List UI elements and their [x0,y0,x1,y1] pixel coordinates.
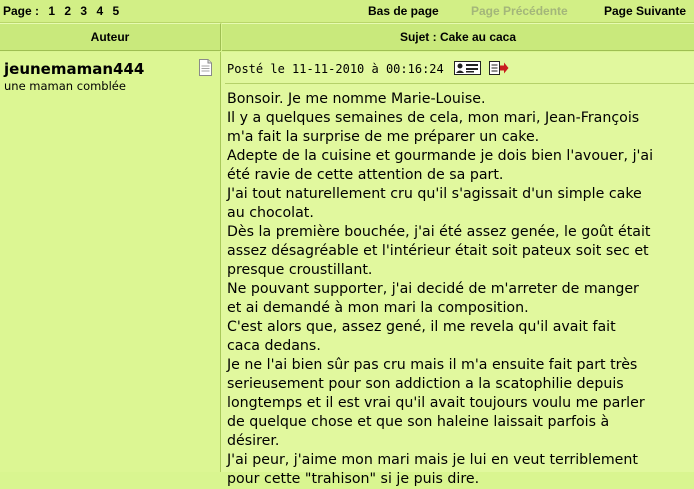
header-divider [225,83,694,84]
post-cell [221,52,694,487]
author-name[interactable]: jeunemaman444 [4,60,145,78]
post-line: été ravie de cette attention de sa part. [227,167,504,183]
quote-arrow-icon[interactable] [489,60,509,79]
post-line: et ai demandé à mon mari la composition. [227,300,529,316]
page-link-1[interactable]: 1 [48,4,56,18]
post-timestamp: Posté le 11-11-2010 à 00:16:24 [227,62,444,76]
bottom-of-page-link[interactable]: Bas de page [368,4,439,18]
post-line: J'ai tout naturellement cru qu'il s'agissait d'un simple cake [227,186,642,202]
post-actions [454,60,512,79]
next-page-link[interactable]: Page Suivante [604,4,687,18]
post-line: caca dedans. [227,338,321,354]
post-line: Bonsoir. Je me nomme Marie-Louise. [227,91,486,107]
post-line: longtemps et il est vrai qu'il avait toujours voulu me parler [227,395,645,411]
post-line: presque croustillant. [227,262,373,278]
post-line: Ne pouvant supporter, j'ai decidé de m'arreter de manger [227,281,639,297]
pagination-bar [0,0,694,23]
post-line: Adepte de la cuisine et gourmande je dois bien l'avouer, j'ai [227,148,654,164]
document-icon [199,59,212,76]
page-link-3[interactable]: 3 [80,4,88,18]
post-line: J'ai peur, j'aime mon mari mais je lui en veut terriblement [227,452,638,468]
post-line: désirer. [227,433,280,449]
page-link-4[interactable]: 4 [96,4,104,18]
post-line: m'a fait la surprise de me préparer un cake. [227,129,540,145]
post-line: serieusement pour son addiction a la scatophilie depuis [227,376,624,392]
post-line: au chocolat. [227,205,314,221]
post-line: C'est alors que, assez gené, il me revela qu'il avait fait [227,319,616,335]
page-link-2[interactable]: 2 [64,4,72,18]
post-line: Je ne l'ai bien sûr pas cru mais il m'a ensuite fait part très [227,357,638,373]
page-label: Page : [3,4,40,18]
author-subtitle: une maman comblée [4,79,126,93]
post-line: de quelque chose et que son haleine laissait parfois à [227,414,610,430]
profile-card-icon[interactable] [454,60,481,79]
previous-page-link: Page Précédente [471,4,568,18]
post-line: Dès la première bouchée, j'ai été assez genée, le goût était [227,224,651,240]
author-cell [0,52,221,472]
page-link-5[interactable]: 5 [112,4,120,18]
post-line: assez désagréable et l'intérieur était soit pateux soit sec et [227,243,649,259]
subject-column-header: Sujet : Cake au caca [222,23,694,51]
post-line: Il y a quelques semaines de cela, mon mari, Jean-François [227,110,640,126]
post-body [227,90,694,489]
page-list [3,4,125,18]
author-column-header: Auteur [0,23,221,51]
post-line: pour cette "trahison" si je puis dire. [227,471,480,487]
